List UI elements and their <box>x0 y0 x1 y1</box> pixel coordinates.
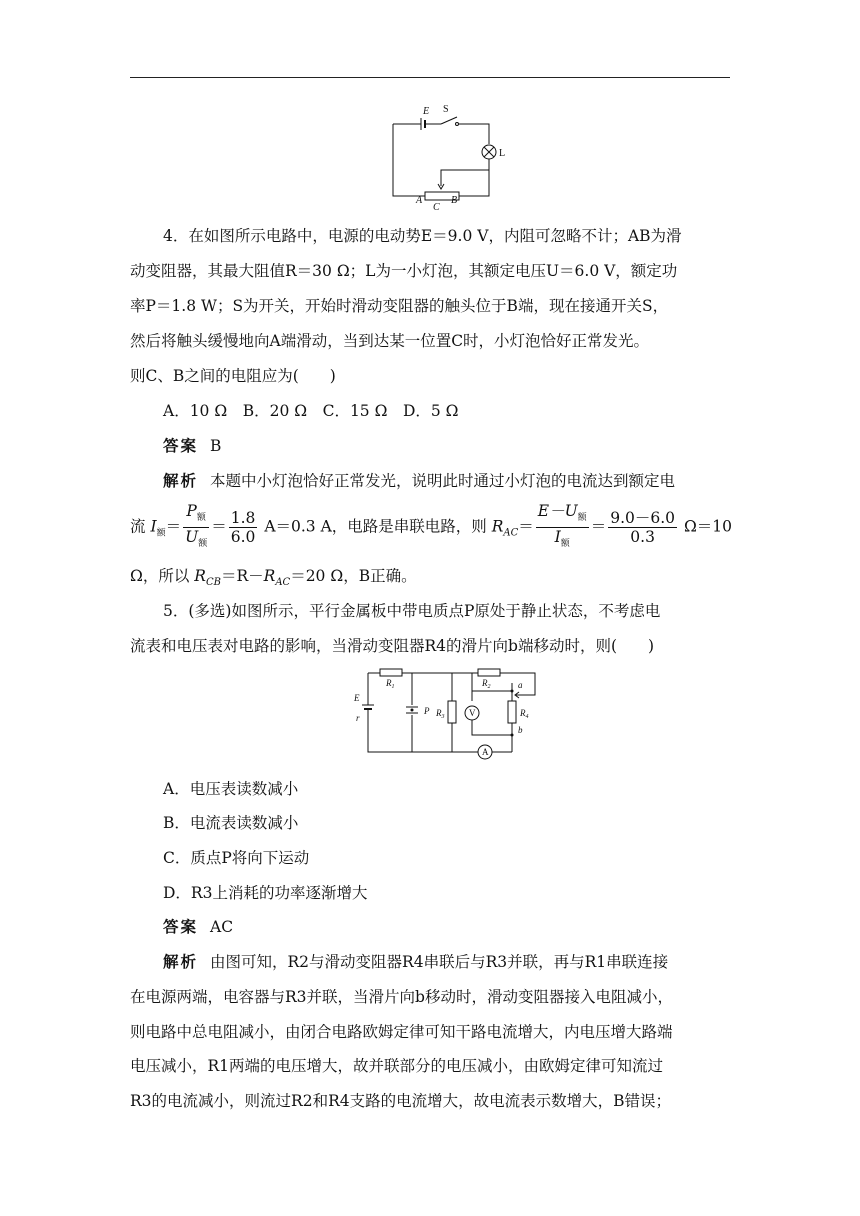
svg-text:R1: $R_1$ <box>386 678 395 690</box>
circuit-diagram-2 <box>350 665 550 765</box>
q5-analysis-2: 在电源两端，电容器与R3并联，当滑片向b移动时，滑动变阻器接入电阻减小， <box>130 988 673 1006</box>
q4-analysis-3: Ω，所以 $R_{CB}=R-R_{AC}=20$ Ω，B正确。 <box>130 567 417 589</box>
label-E: E <box>423 106 430 117</box>
q5-option-c: C．质点P将向下运动 <box>163 849 310 867</box>
svg-text:R3: $R_3$ <box>436 708 445 720</box>
label-S: S <box>443 104 449 115</box>
answer-value: B <box>210 437 222 455</box>
q5-analysis-3: 则电路中总电阻减小，由闭合电路欧姆定律可知干路电流增大，内电压增大路端 <box>130 1023 673 1041</box>
q4-analysis-1 <box>163 470 730 492</box>
svg-text:V: V <box>469 708 476 718</box>
q5-option-d: D．R3上消耗的功率逐渐增大 <box>163 884 368 902</box>
svg-text:R2: $R_2$ <box>482 678 491 690</box>
svg-text:P: P <box>424 706 430 716</box>
q4-options: A．10 Ω B．20 Ω C．15 Ω D．5 Ω <box>163 402 459 420</box>
q5-option-a: A．电压表读数减小 <box>163 780 299 798</box>
q5-answer <box>163 916 730 938</box>
fraction-P-over-U: $\frac{P_额}{U_额}$ <box>185 502 208 550</box>
label-L: L <box>499 148 506 159</box>
q4-answer <box>163 435 730 457</box>
answer-value: AC <box>210 918 234 936</box>
label-B: B <box>451 195 458 206</box>
q4-line-5: 则C、B之间的电阻应为( ) <box>130 367 336 385</box>
q4-line-2: 动变阻器，其最大阻值R＝30 Ω；L为一小灯泡，其额定电压U＝6.0 V，额定功 <box>130 262 678 280</box>
q5-analysis-4: 电压减小，R1两端的电压增大，故并联部分的电压减小，由欧姆定律可知流过 <box>130 1057 664 1075</box>
fraction-E-minus-U: $\frac{E-U_额}{I_额}$ <box>537 502 587 550</box>
q4-line-3: 率P＝1.8 W；S为开关，开始时滑动变阻器的触头位于B端，现在接通开关S， <box>130 297 669 315</box>
svg-text:b: b <box>518 725 523 735</box>
header-rule <box>130 77 730 78</box>
analysis-text-1: 本题中小灯泡恰好正常发光，说明此时通过小灯泡的电流达到额定电 <box>210 472 676 490</box>
q4-line-1: 4．在如图所示电路中，电源的电动势E＝9.0 V，内阻可忽略不计；AB为滑 <box>163 227 682 245</box>
answer-label: 答案 <box>163 437 199 455</box>
fraction-numbers: $\frac{9.0-6.0}{0.3}$ <box>610 509 676 547</box>
q5-line-2: 流表和电压表对电路的影响，当滑动变阻器R4的滑片向b端移动时，则( ) <box>130 637 655 655</box>
label-A: A <box>416 195 423 206</box>
analysis-label: 解析 <box>163 472 199 490</box>
q4-line-4: 然后将触头缓慢地向A端滑动，当到达某一位置C时，小灯泡恰好正常发光。 <box>130 332 650 350</box>
q5-analysis-1 <box>163 951 730 973</box>
svg-text:A: A <box>482 747 489 757</box>
analysis-text-1: 由图可知，R2与滑动变阻器R4串联后与R3并联，再与R1串联连接 <box>210 953 669 971</box>
svg-text:r: r <box>356 713 360 723</box>
analysis-label: 解析 <box>163 953 199 971</box>
q5-line-1: 5．(多选)如图所示，平行金属板中带电质点P原处于静止状态，不考虑电 <box>163 602 661 620</box>
answer-label: 答案 <box>163 918 199 936</box>
fraction-values: $\frac{1.8}{6.0}$ <box>230 509 256 547</box>
svg-text:a: a <box>518 680 523 690</box>
circuit-diagram-1 <box>385 100 515 210</box>
svg-text:R4: $R_4$ <box>520 708 529 720</box>
q5-analysis-5: R3的电流减小，则流过R2和R4支路的电流增大，故电流表示数增大，B错误； <box>130 1092 671 1110</box>
q5-option-b: B．电流表读数减小 <box>163 814 299 832</box>
svg-text:E: E <box>354 693 360 703</box>
q4-analysis-formula: 流 $I_额=$ $\frac{P_额}{U_额}$ ＝ $\frac{1.8}{6.0}$ A＝0.3 A，电路是串联电路，则 $R_{AC}=$ $\frac{E-U_额}{I_额}$ ＝ $\frac{9.0-6.0}{0.3}$ Ω＝10 <box>130 502 730 553</box>
label-C: C <box>433 202 440 210</box>
